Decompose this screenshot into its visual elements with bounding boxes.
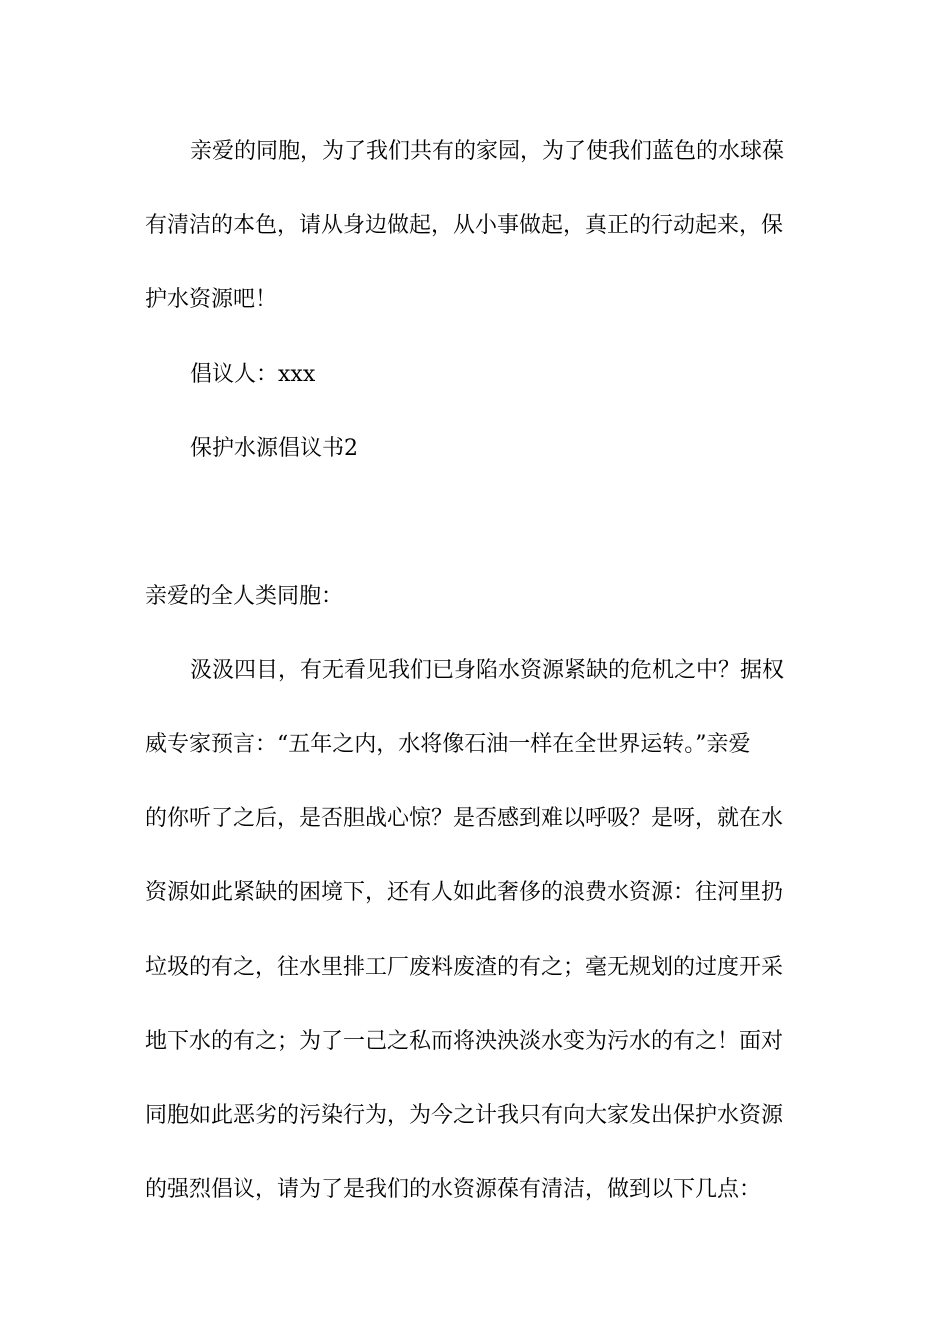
- paragraph-2-line-8: 的强烈倡议，请为了是我们的水资源葆有清洁，做到以下几点：: [145, 1177, 762, 1202]
- paragraph-2-line-5: 垃圾的有之，往水里排工厂废料废渣的有之；毫无规划的过度开采: [145, 955, 784, 980]
- paragraph-2-line-2: 威专家预言：“五年之内，水将像石油一样在全世界运转。”亲爱: [145, 732, 751, 757]
- paragraph-2-line-3: 的你听了之后，是否胆战心惊？是否感到难以呼吸？是呀，就在水: [145, 806, 784, 831]
- paragraph-2-line-4: 资源如此紧缺的困境下，还有人如此奢侈的浪费水资源：往河里扔: [145, 880, 784, 905]
- salutation: 亲爱的全人类同胞：: [145, 584, 344, 609]
- paragraph-2-line-7: 同胞如此恶劣的污染行为，为今之计我只有向大家发出保护水资源: [145, 1103, 784, 1128]
- paragraph-1-line-3: 护水资源吧！: [145, 287, 278, 312]
- paragraph-1-line-1: 亲爱的同胞，为了我们共有的家园，为了使我们蓝色的水球葆: [190, 139, 785, 164]
- paragraph-2-line-1: 汲汲四目，有无看见我们已身陷水资源紧缺的危机之中？据权: [190, 658, 785, 683]
- proposer-line: 倡议人：xxx: [190, 362, 316, 387]
- paragraph-1-line-2: 有清洁的本色，请从身边做起，从小事做起，真正的行动起来，保: [145, 213, 784, 238]
- section-heading: 保护水源倡议书2: [190, 436, 358, 461]
- paragraph-2-line-6: 地下水的有之；为了一己之私而将泱泱淡水变为污水的有之！面对: [145, 1029, 784, 1054]
